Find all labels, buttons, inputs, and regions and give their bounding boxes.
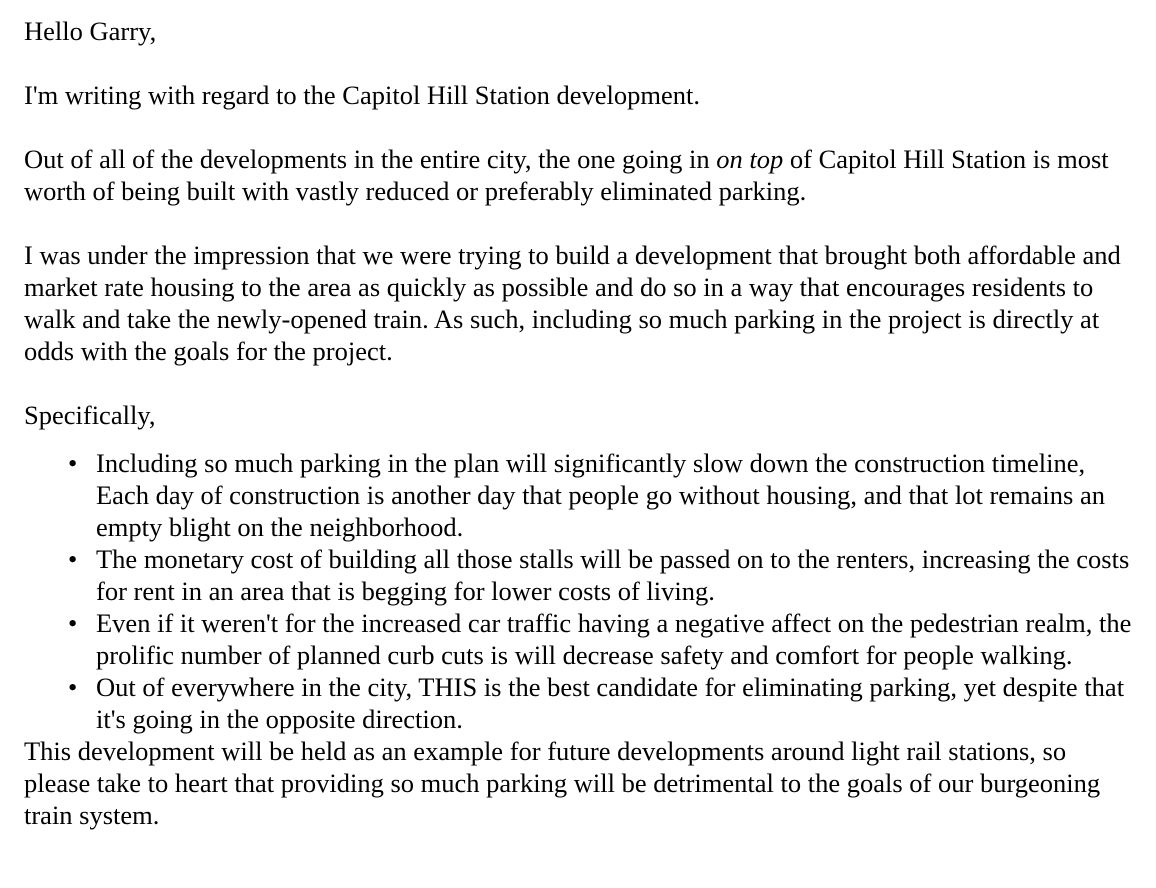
station-paragraph-start: Out of all of the developments in the entire city, the one going in <box>24 144 717 174</box>
station-paragraph-end: of Capitol Hill Station is most worth of being built with vastly reduced or preferably eliminated parking. <box>24 144 1109 206</box>
impression-paragraph: I was under the impression that we were trying to build a development that brought both affordable and market rate housing to the area as quickly as possible and do so in a way that encourages residents to walk and take the newly-opened train. As such, including so much parking in the project is directly at odds with the goals for the project. <box>24 240 1121 366</box>
intro-paragraph: I'm writing with regard to the Capitol Hill Station development. <box>24 80 700 110</box>
list-item: • Out of everywhere in the city, THIS is the best candidate for eliminating parking, yet despite that it's going in the opposite direction. <box>96 671 1134 735</box>
list-item: • Even if it weren't for the increased car traffic having a negative affect on the pedestrian realm, the prolific number of planned curb cuts is will decrease safety and comfort for people walking. <box>96 607 1134 671</box>
email-body <box>24 15 1134 831</box>
list-item: • Including so much parking in the plan will significantly slow down the construction timeline, Each day of construction is another day that people go without housing, and that lot remains an empty blight on the neighborhood. <box>96 447 1134 543</box>
specifically-label: Specifically, <box>24 400 156 430</box>
greeting: Hello Garry, <box>24 16 157 46</box>
station-paragraph <box>24 143 1134 207</box>
concerns-list <box>24 447 1134 735</box>
closing-paragraph: This development will be held as an example for future developments around light rail stations, so please take to heart that providing so much parking will be detrimental to the goals of our burgeoning train system. <box>24 736 1101 830</box>
emphasis-text: on top <box>716 144 784 174</box>
list-item: • The monetary cost of building all those stalls will be passed on to the renters, increasing the costs for rent in an area that is begging for lower costs of living. <box>96 543 1134 607</box>
